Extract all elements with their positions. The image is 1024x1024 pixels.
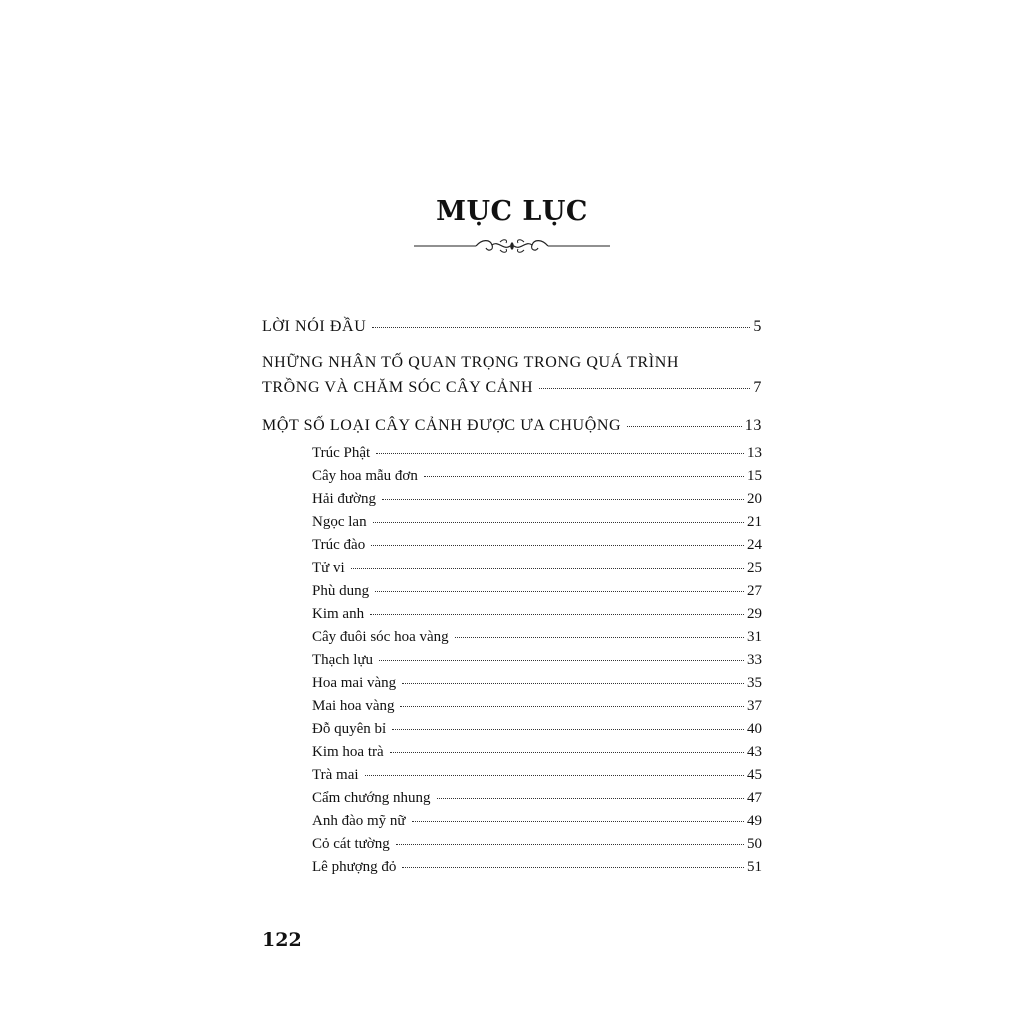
toc-entry[interactable]	[312, 652, 762, 675]
toc-entry-label: Trúc đào	[312, 537, 366, 553]
toc-entry-label: Cây đuôi sóc hoa vàng	[312, 629, 449, 645]
leader-dots	[379, 659, 744, 661]
toc-page-number: 13	[747, 445, 762, 461]
toc-entry[interactable]	[312, 698, 762, 721]
toc-entry[interactable]	[312, 468, 762, 491]
toc-entry[interactable]	[312, 813, 762, 836]
leader-dots	[539, 387, 750, 389]
toc-entry-label: Cây hoa mẫu đơn	[312, 468, 418, 484]
leader-dots	[424, 475, 744, 477]
leader-dots	[396, 843, 744, 845]
toc-entry-label: Cẩm chướng nhung	[312, 790, 431, 806]
toc-section-label: LỜI NÓI ĐẦU	[262, 318, 367, 335]
toc-entry-label: Kim anh	[312, 606, 365, 622]
leader-dots	[376, 452, 744, 454]
toc-entry[interactable]	[312, 606, 762, 629]
leader-dots	[373, 521, 744, 523]
toc-page-number: 35	[747, 675, 762, 691]
toc-section-factors[interactable]	[262, 379, 762, 409]
toc-page-number: 33	[747, 652, 762, 668]
toc-entry[interactable]	[312, 767, 762, 790]
toc-page-number: 24	[747, 537, 762, 553]
toc-entry[interactable]	[312, 721, 762, 744]
toc-entry-label: Hải đường	[312, 491, 376, 507]
leader-dots	[390, 751, 744, 753]
toc-entry-list	[262, 445, 762, 882]
toc-page-number: 40	[747, 721, 762, 737]
toc-entry[interactable]	[312, 744, 762, 767]
toc-entry[interactable]	[312, 629, 762, 652]
toc-page-number: 37	[747, 698, 762, 714]
toc-entry[interactable]	[312, 836, 762, 859]
toc-entry-label: Trúc Phật	[312, 445, 371, 461]
toc-section-popular[interactable]	[262, 417, 762, 445]
toc-page-number: 20	[747, 491, 762, 507]
leader-dots	[627, 425, 742, 427]
toc-section-label: NHỮNG NHÂN TỐ QUAN TRỌNG TRONG QUÁ TRÌNH	[262, 354, 680, 371]
toc-section-label: TRỒNG VÀ CHĂM SÓC CÂY CẢNH	[262, 379, 534, 396]
leader-dots	[365, 774, 744, 776]
toc-page-number: 31	[747, 629, 762, 645]
leader-dots	[455, 636, 744, 638]
toc-entry-label: Kim hoa trà	[312, 744, 384, 760]
toc-entry-label: Phù dung	[312, 583, 370, 599]
scroll-flourish-icon	[414, 236, 610, 256]
leader-dots	[437, 797, 744, 799]
toc-entry-label: Mai hoa vàng	[312, 698, 395, 714]
toc-entry-label: Trà mai	[312, 767, 359, 783]
leader-dots	[392, 728, 744, 730]
toc-page-number: 50	[747, 836, 762, 852]
toc-page-number: 7	[753, 379, 762, 396]
toc-page-number: 29	[747, 606, 762, 622]
toc-entry[interactable]	[312, 560, 762, 583]
toc-entry-label: Đỗ quyên bỉ	[312, 721, 387, 737]
table-of-contents	[262, 318, 762, 882]
toc-page-number: 51	[747, 859, 762, 875]
leader-dots	[400, 705, 744, 707]
leader-dots	[382, 498, 744, 500]
toc-entry-label: Anh đào mỹ nữ	[312, 813, 406, 829]
toc-entry[interactable]	[312, 583, 762, 606]
leader-dots	[402, 682, 744, 684]
toc-page-number: 15	[747, 468, 762, 484]
toc-entry-label: Lê phượng đỏ	[312, 859, 397, 875]
toc-page-number: 21	[747, 514, 762, 530]
toc-entry-label: Hoa mai vàng	[312, 675, 397, 691]
leader-dots	[371, 544, 744, 546]
leader-dots	[412, 820, 744, 822]
toc-page-number: 25	[747, 560, 762, 576]
toc-entry[interactable]	[312, 859, 762, 882]
leader-dots	[351, 567, 744, 569]
toc-section-label: MỘT SỐ LOẠI CÂY CẢNH ĐƯỢC ƯA CHUỘNG	[262, 417, 622, 434]
toc-entry-label: Cỏ cát tường	[312, 836, 390, 852]
leader-dots	[402, 866, 744, 868]
toc-page-number: 27	[747, 583, 762, 599]
toc-page-number: 49	[747, 813, 762, 829]
toc-page-number: 43	[747, 744, 762, 760]
toc-entry[interactable]	[312, 790, 762, 813]
toc-entry-label: Thạch lựu	[312, 652, 374, 668]
leader-dots	[372, 326, 750, 328]
toc-entry[interactable]	[312, 537, 762, 560]
toc-entry[interactable]	[312, 675, 762, 698]
toc-entry[interactable]	[312, 491, 762, 514]
toc-section-preface[interactable]	[262, 318, 762, 346]
leader-dots	[370, 613, 744, 615]
toc-section-factors-line1[interactable]	[262, 354, 762, 379]
toc-entry-label: Ngọc lan	[312, 514, 367, 530]
toc-page-number: 13	[744, 417, 762, 434]
toc-page-number: 5	[753, 318, 762, 335]
leader-dots	[375, 590, 744, 592]
toc-entry[interactable]	[312, 445, 762, 468]
page-number: 122	[262, 929, 302, 951]
toc-entry-label: Tử vi	[312, 560, 345, 576]
toc-entry[interactable]	[312, 514, 762, 537]
toc-page-number: 47	[747, 790, 762, 806]
toc-page-number: 45	[747, 767, 762, 783]
page-title: MỤC LỤC	[436, 196, 588, 227]
